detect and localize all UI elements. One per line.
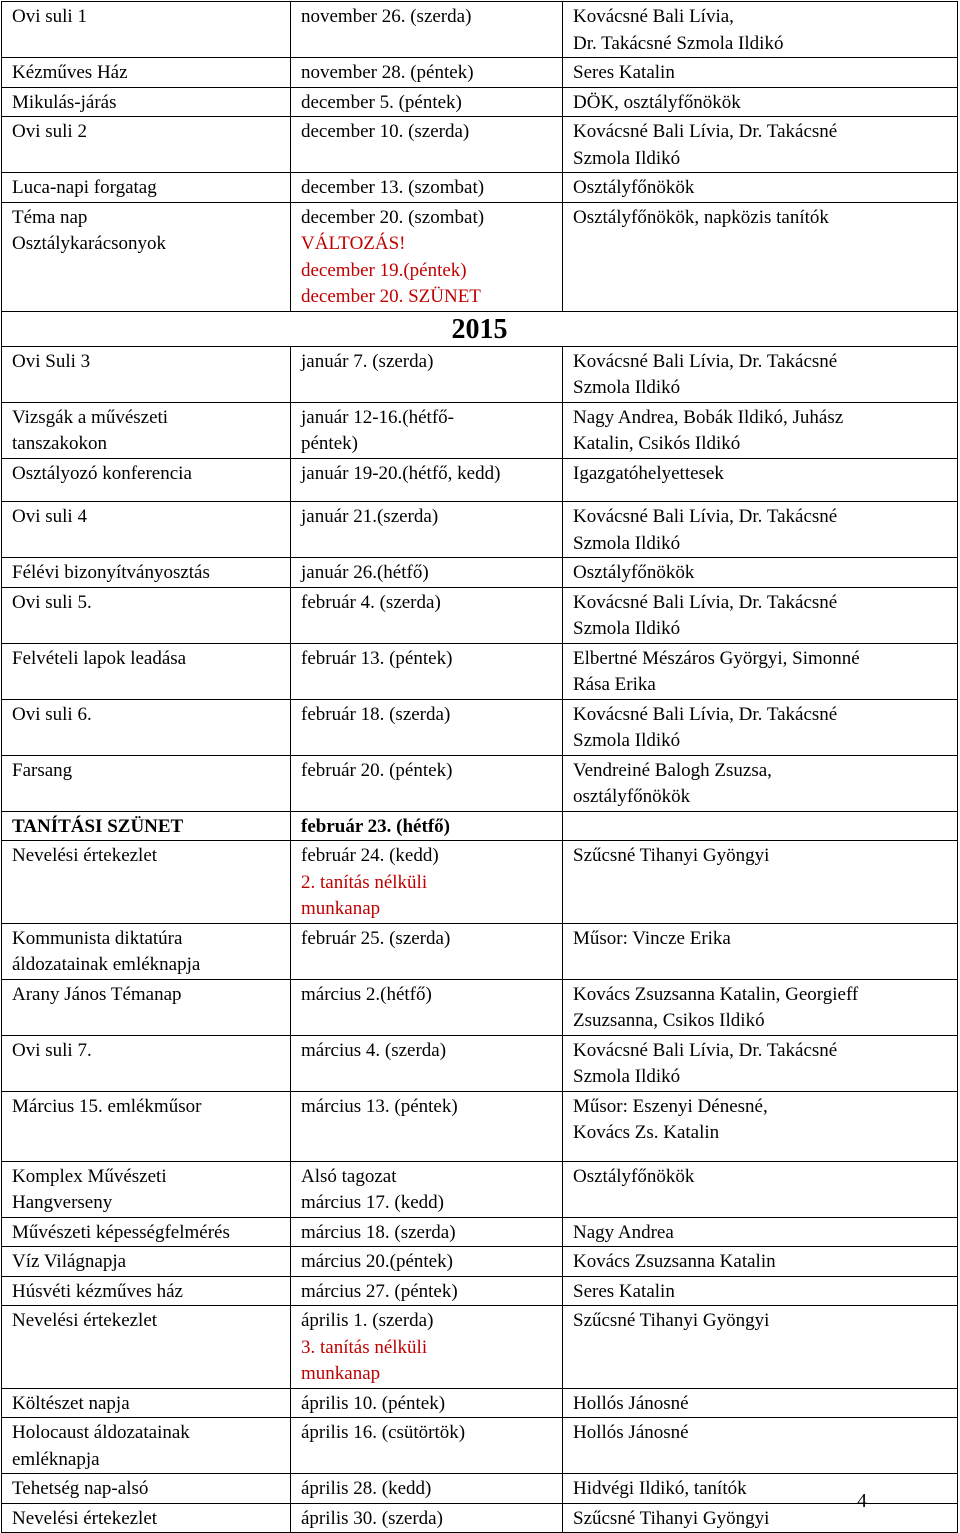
table-row [2,1217,958,1247]
cell-line: február 24. (kedd) [301,845,439,866]
cell-line: Ovi suli 6. [12,703,92,725]
event-cell [2,558,291,588]
cell-line: Hangverseny [12,1192,113,1213]
cell-line: Kovács Zs. Katalin [573,1122,720,1143]
cell-line: Katalin, Csikós Ildikó [573,433,741,454]
event-cell [2,1217,291,1247]
event-cell [2,202,291,311]
table-row [2,1474,958,1504]
responsible-cell [563,699,958,755]
responsible-cell [563,923,958,979]
event-cell [2,402,291,458]
date-cell [291,923,563,979]
cell-line: Kovácsné Bali Lívia, Dr. Takácsné [573,591,838,613]
table-row [2,643,958,699]
cell-line: Kovácsné Bali Lívia, Dr. Takácsné [573,703,838,725]
cell-line: Mikulás-járás [12,91,117,113]
cell-line: Kovácsné Bali Lívia, Dr. Takácsné [573,506,838,527]
table-row [2,587,958,643]
table-row [2,979,958,1035]
cell-line [573,814,947,841]
cell-line: december 5. (péntek) [301,91,462,113]
event-cell [2,1388,291,1418]
date-cell [291,558,563,588]
date-cell [291,173,563,203]
cell-line: január 21.(szerda) [301,506,439,527]
cell-line: Arany János Témanap [12,983,182,1005]
cell-line: január 26.(hétfő) [301,562,429,583]
cell-line: március 4. (szerda) [301,1039,447,1061]
cell-line: november 28. (péntek) [301,62,474,83]
cell-line: Kovácsné Bali Lívia, Dr. Takácsné [573,350,838,372]
event-cell [2,841,291,924]
responsible-cell [563,458,958,502]
date-cell [291,1035,563,1091]
cell-line: március 2.(hétfő) [301,983,432,1005]
cell-line: Kommunista diktatúra [12,927,183,949]
table-row [2,402,958,458]
cell-line: Nevelési értekezlet [12,845,158,866]
cell-line: Dr. Takácsné Szmola Ildikó [573,32,784,54]
cell-line: Rása Erika [573,674,656,695]
cell-line: Szűcsné Tihanyi Gyöngyi [573,1507,770,1529]
schedule-table [1,1,958,1533]
cell-line: Osztályozó konferencia [12,462,192,484]
cell-line: február 18. (szerda) [301,703,451,725]
cell-line: DÖK, osztályfőnökök [573,91,741,113]
date-cell [291,346,563,402]
cell-line: munkanap [301,898,381,919]
cell-line: március 18. (szerda) [301,1221,456,1243]
event-cell [2,1306,291,1389]
event-cell [2,643,291,699]
responsible-cell [563,1091,958,1161]
responsible-cell [563,117,958,173]
cell-line: áldozatainak emléknapja [12,954,201,975]
table-row [2,117,958,173]
cell-line: Kovácsné Bali Lívia, [573,6,734,27]
date-cell [291,1418,563,1474]
cell-line: 3. tanítás nélküli [301,1336,428,1358]
date-cell [291,1276,563,1306]
table-row [2,1388,958,1418]
event-cell [2,117,291,173]
cell-line: Osztálykarácsonyok [12,233,167,254]
responsible-cell [563,58,958,88]
cell-line: január 12-16.(hétfő- [301,406,454,428]
cell-line: január 19-20.(hétfő, kedd) [301,462,501,484]
event-cell [2,1035,291,1091]
cell-line: Költészet napja [12,1392,130,1414]
cell-line: február 4. (szerda) [301,591,441,613]
cell-line: Vendreiné Balogh Zsuzsa, [573,759,772,781]
year-heading: 2015 [2,311,958,346]
table-row [2,841,958,924]
event-cell [2,1474,291,1504]
responsible-cell [563,1276,958,1306]
cell-line: tanszakokon [12,433,107,454]
cell-line: Nevelési értekezlet [12,1310,158,1331]
cell-line: március 13. (péntek) [301,1095,458,1117]
cell-line: február 20. (péntek) [301,759,453,781]
date-cell [291,643,563,699]
cell-line: április 16. (csütörtök) [301,1422,466,1443]
cell-line: Hidvégi Ildikó, tanítók [573,1478,747,1499]
table-row [2,1161,958,1217]
cell-line: április 28. (kedd) [301,1478,432,1499]
cell-line: Téma nap [12,206,88,228]
event-cell [2,346,291,402]
cell-line: Vizsgák a művészeti [12,406,169,428]
table-row [2,558,958,588]
cell-line: Osztályfőnökök [573,562,695,583]
cell-line: Ovi suli 7. [12,1039,92,1061]
cell-line: Osztályfőnökök [573,1165,695,1187]
cell-line: február 23. (hétfő) [301,815,450,837]
cell-line: Nagy Andrea, Bobák Ildikó, Juhász [573,406,844,428]
cell-line: Kovácsné Bali Lívia, Dr. Takácsné [573,121,838,142]
date-cell [291,841,563,924]
date-cell [291,1091,563,1161]
cell-line: december 20. SZÜNET [301,286,481,307]
responsible-cell [563,1503,958,1533]
responsible-cell [563,1474,958,1504]
date-cell [291,1503,563,1533]
event-cell [2,1091,291,1161]
table-row [2,1306,958,1389]
cell-line: Húsvéti kézműves ház [12,1280,183,1302]
cell-line: Ovi suli 1 [12,6,87,27]
responsible-cell [563,811,958,841]
cell-line: Elbertné Mészáros Györgyi, Simonné [573,647,860,669]
table-row [2,923,958,979]
responsible-cell [563,587,958,643]
cell-line: Műsor: Eszenyi Dénesné, [573,1095,768,1117]
cell-line: Nevelési értekezlet [12,1507,158,1529]
cell-line: Szmola Ildikó [573,1066,681,1087]
cell-line: április 1. (szerda) [301,1310,434,1331]
cell-line: Szmola Ildikó [573,618,681,639]
date-cell [291,202,563,311]
event-cell [2,699,291,755]
cell-line: március 17. (kedd) [301,1192,444,1213]
cell-line: Hollós Jánosné [573,1392,689,1414]
cell-line: Kovácsné Bali Lívia, Dr. Takácsné [573,1039,838,1061]
table-row [2,202,958,311]
date-cell [291,811,563,841]
cell-line: Igazgatóhelyettesek [573,462,724,484]
responsible-cell [563,346,958,402]
cell-line: február 13. (péntek) [301,647,453,669]
cell-line: Szmola Ildikó [573,730,681,751]
cell-line: január 7. (szerda) [301,350,434,372]
date-cell [291,458,563,502]
cell-line: március 20.(péntek) [301,1251,453,1272]
cell-line: Luca-napi forgatag [12,177,157,198]
table-row [2,502,958,558]
responsible-cell [563,202,958,311]
cell-line: Nagy Andrea [573,1221,674,1243]
event-cell [2,458,291,502]
cell-line: Ovi suli 2 [12,121,87,142]
cell-line: Holocaust áldozatainak [12,1422,190,1443]
cell-line: Tehetség nap-alsó [12,1478,149,1499]
date-cell [291,979,563,1035]
table-row [2,87,958,117]
event-cell [2,1247,291,1277]
table-row [2,458,958,502]
cell-line: február 25. (szerda) [301,927,451,949]
table-row [2,1091,958,1161]
event-cell [2,979,291,1035]
responsible-cell [563,87,958,117]
responsible-cell [563,1035,958,1091]
responsible-cell [563,979,958,1035]
date-cell [291,699,563,755]
cell-line: Seres Katalin [573,1280,675,1302]
cell-line: december 13. (szombat) [301,177,485,198]
date-cell [291,58,563,88]
cell-line: Műsor: Vincze Erika [573,927,731,949]
table-row [2,699,958,755]
responsible-cell [563,2,958,58]
responsible-cell [563,841,958,924]
date-cell [291,2,563,58]
table-row [2,2,958,58]
cell-line: munkanap [301,1363,381,1384]
cell-line: Osztályfőnökök [573,177,695,198]
table-row [2,346,958,402]
cell-line: Osztályfőnökök, napközis tanítók [573,206,829,228]
date-cell [291,1474,563,1504]
cell-line: Kovács Zsuzsanna Katalin, Georgieff [573,983,859,1005]
cell-line: Szmola Ildikó [573,532,681,554]
cell-line: emléknapja [12,1448,100,1470]
responsible-cell [563,1217,958,1247]
event-cell [2,2,291,58]
responsible-cell [563,1306,958,1389]
date-cell [291,1306,563,1389]
cell-line: március 27. (péntek) [301,1280,458,1302]
event-cell [2,1161,291,1217]
cell-line: Művészeti képességfelmérés [12,1221,230,1243]
cell-line: Szmola Ildikó [573,377,681,398]
cell-line: Szűcsné Tihanyi Gyöngyi [573,1310,770,1331]
cell-line: Március 15. emlékműsor [12,1095,202,1117]
table-row [2,1247,958,1277]
page-number: 4 [857,1490,867,1512]
table-row [2,58,958,88]
cell-line: osztályfőnökök [573,786,691,807]
cell-line: december 19.(péntek) [301,259,467,281]
responsible-cell [563,1247,958,1277]
responsible-cell [563,402,958,458]
event-cell [2,502,291,558]
cell-line: Ovi Suli 3 [12,350,91,372]
responsible-cell [563,173,958,203]
year-row [2,311,958,346]
cell-line: Kovács Zsuzsanna Katalin [573,1251,776,1272]
date-cell [291,87,563,117]
date-cell [291,1161,563,1217]
cell-line: Hollós Jánosné [573,1422,689,1443]
cell-line: 2. tanítás nélküli [301,871,428,893]
cell-line: VÁLTOZÁS! [301,233,406,254]
event-cell [2,923,291,979]
cell-line: Alsó tagozat [301,1165,397,1187]
responsible-cell [563,502,958,558]
cell-line: december 20. (szombat) [301,206,485,228]
cell-line: Seres Katalin [573,62,675,83]
date-cell [291,1217,563,1247]
cell-line: TANÍTÁSI SZÜNET [12,815,184,837]
table-row [2,1035,958,1091]
event-cell [2,87,291,117]
cell-line: Ovi suli 5. [12,591,92,613]
table-row [2,755,958,811]
cell-line: Félévi bizonyítványosztás [12,562,210,583]
cell-line: december 10. (szerda) [301,121,470,142]
event-cell [2,587,291,643]
responsible-cell [563,1388,958,1418]
cell-line: április 30. (szerda) [301,1507,443,1529]
table-row [2,1503,958,1533]
responsible-cell [563,755,958,811]
responsible-cell [563,1161,958,1217]
event-cell [2,811,291,841]
cell-line: Komplex Művészeti [12,1165,167,1187]
date-cell [291,587,563,643]
cell-line: Ovi suli 4 [12,506,87,527]
event-cell [2,1503,291,1533]
event-cell [2,173,291,203]
responsible-cell [563,1418,958,1474]
responsible-cell [563,643,958,699]
date-cell [291,1388,563,1418]
cell-line: Zsuzsanna, Csikos Ildikó [573,1010,765,1031]
table-row [2,173,958,203]
cell-line: Szmola Ildikó [573,147,681,169]
cell-line: péntek) [301,433,358,454]
date-cell [291,755,563,811]
cell-line: Szűcsné Tihanyi Gyöngyi [573,845,770,866]
date-cell [291,117,563,173]
table-row [2,1418,958,1474]
event-cell [2,1418,291,1474]
cell-line: Víz Világnapja [12,1251,127,1272]
table-row [2,1276,958,1306]
date-cell [291,402,563,458]
date-cell [291,1247,563,1277]
event-cell [2,58,291,88]
cell-line: április 10. (péntek) [301,1392,446,1414]
cell-line: november 26. (szerda) [301,6,472,27]
event-cell [2,1276,291,1306]
responsible-cell [563,558,958,588]
event-cell [2,755,291,811]
cell-line: Farsang [12,759,73,781]
date-cell [291,502,563,558]
cell-line: Felvételi lapok leadása [12,647,187,669]
table-row [2,811,958,841]
cell-line: Kézműves Ház [12,62,128,83]
